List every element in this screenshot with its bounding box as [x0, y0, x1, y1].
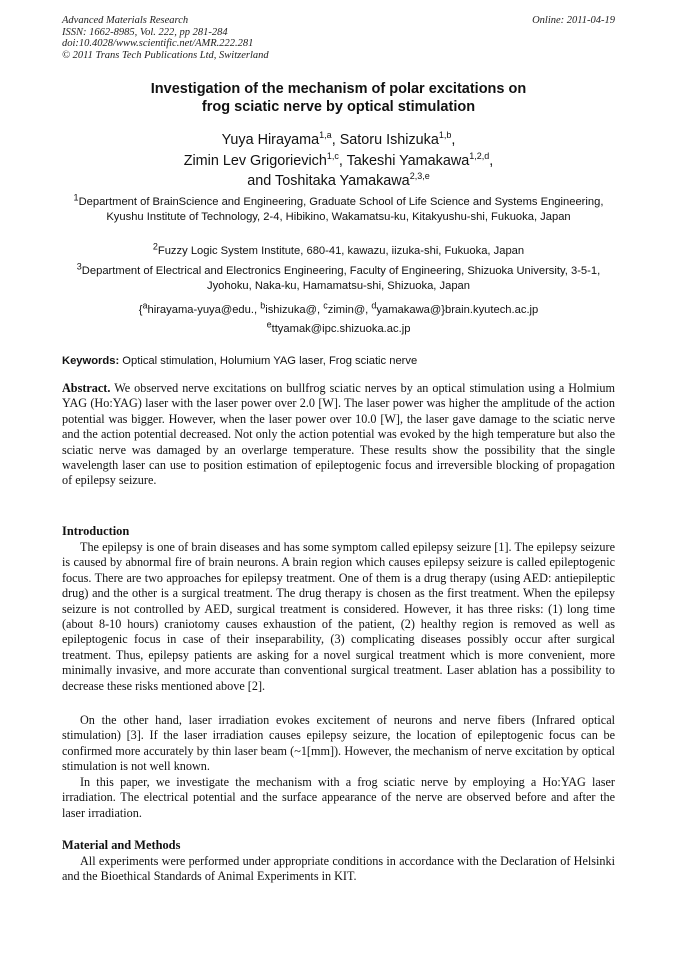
author-name: Satoru Ishizuka: [339, 132, 439, 148]
intro-paragraph: On the other hand, laser irradiation evokes excitement of neurons and nerve fibers (Infrared optical stimulation) [3]. If the laser irradiation causes epilepsy seizure, the location of epileptogenic focus can be confirmed more accurately by thin laser beam (~1[mm]). However, the mechanism of nerve excitation by optical stimulation is not well known.: [62, 713, 615, 774]
abstract-text: We observed nerve excitations on bullfrog sciatic nerves by an optical stimulation using a Holmium YAG (Ho:YAG) laser with the laser power over 2.0 [W]. The laser power was higher the amplitude of the action potential was bigger. However, when the laser power over 10.0 [W], the laser gave damage to the sciatic nerve and the action potential decreased. Not only the action potential was evoked by the high temperature but also the sciatic nerve was damaged by an overlarge temperature. These results show the possibility that the single wavelength laser can use to position estimation of epileptogenic focus and irreversible blocking of propagation of epilepsy seizure.: [62, 381, 615, 488]
keywords-text: Optical stimulation, Holumium YAG laser, Frog sciatic nerve: [119, 355, 418, 367]
email-sup: a: [142, 300, 148, 311]
authors-line-1: [62, 130, 615, 151]
authors-line-2: [62, 151, 615, 172]
author-sep: ,: [331, 132, 340, 148]
title-line-1: Investigation of the mechanism of polar excitations on: [150, 81, 527, 97]
affiliation-number: 2: [152, 241, 158, 252]
author-affil-sup: 1,b: [438, 130, 452, 141]
abstract-label: Abstract.: [62, 381, 111, 395]
journal-header: [62, 15, 615, 61]
affiliation-3: [72, 261, 605, 294]
email-text: hirayama-yuya@edu.,: [147, 304, 261, 316]
affiliation-text: Department of Electrical and Electronics Engineering, Faculty of Engineering, Shizuoka University, 3-5-1, Jyohoku, Naka-ku, Hamamatsu-shi, Shizuoka, Japan: [81, 265, 601, 292]
affiliation-number: 1: [73, 192, 79, 203]
title-line-2: frog sciatic nerve by optical stimulation: [201, 98, 476, 115]
author-affil-sup: 2,3,e: [409, 171, 430, 182]
email-brace: {: [138, 304, 143, 316]
methods-paragraph: All experiments were performed under appropriate conditions in accordance with the Declaration of Helsinki and the Bioethical Standards of Animal Experiments in KIT.: [62, 854, 615, 884]
introduction-heading: Introduction: [62, 524, 130, 538]
email-text: ttyamak@ipc.shizuoka.ac.jp: [271, 323, 411, 335]
methods-heading: Material and Methods: [62, 838, 181, 852]
author-affil-sup: 1,2,d: [469, 150, 490, 161]
online-date: Online: 2011-04-19: [532, 15, 615, 26]
email-text: zimin@,: [327, 304, 372, 316]
email-sup: d: [371, 300, 377, 311]
issn-line: ISSN: 1662-8985, Vol. 222, pp 281-284: [62, 26, 228, 38]
author-name: Yuya Hirayama: [221, 132, 320, 148]
email-sup: e: [266, 319, 272, 330]
keywords: [62, 354, 615, 368]
affiliation-number: 3: [76, 261, 82, 272]
journal-name: Advanced Materials Research: [62, 15, 189, 26]
author-sep: ,: [451, 132, 456, 148]
doi-line: doi:10.4028/www.scientific.net/AMR.222.281: [62, 38, 254, 50]
paper-title: [62, 81, 615, 116]
email-line-1: [62, 300, 615, 318]
abstract: [62, 381, 615, 489]
email-sup: b: [260, 300, 266, 311]
author-sep: ,: [489, 152, 494, 169]
email-text: ishizuka@,: [265, 304, 324, 316]
affiliation-1: [72, 192, 605, 225]
intro-paragraph: In this paper, we investigate the mechanism with a frog sciatic nerve by employing a Ho:YAG laser irradiation. The electrical potential and the surface appearance of the nerve are observed before and after the laser irradiation.: [62, 775, 615, 820]
email-text: yamakawa@}brain.kyutech.ac.jp: [376, 304, 539, 316]
author-affil-sup: 1,c: [326, 150, 339, 161]
copyright-line: © 2011 Trans Tech Publications Ltd, Switzerland: [62, 49, 269, 61]
author-sep: ,: [338, 152, 347, 169]
keywords-label: Keywords:: [62, 355, 120, 367]
author-name: Zimin Lev Grigorievich: [183, 152, 327, 169]
affiliation-2: [72, 241, 605, 259]
author-name: Takeshi Yamakawa: [346, 152, 470, 169]
email-sup: c: [323, 300, 328, 311]
author-affil-sup: 1,a: [319, 130, 332, 141]
authors-line-3: [62, 171, 615, 192]
email-line-2: [62, 319, 615, 337]
intro-paragraph: The epilepsy is one of brain diseases and has some symptom called epilepsy seizure [1]. The epilepsy seizure is caused by abnormal fire of brain neurons. A brain region which causes epilepsy seizure is called epileptogenic focus. There are two approaches for epilepsy treatment. One of them is a drug therapy (using AED: antiepileptic drug) and the other is a surgical treatment. The drug therapy is chosen as the first treatment. When the epilepsy seizure is not controlled by AED, surgical treatment is considered. However, it has three risks: (1) long time (about 8-10 hours) craniotomy causes exhaustion of the patient, (2) healthy region is removed as well as epileptogenic focus in case of their inseparability, (3) complicating diseases possibly occur after surgical treatment. Thus, epilepsy patients are asking for a novel surgical treatment which is more convenient, more minimally invasive, and more accurate than conventional surgical treatment. Laser ablation has a possibility to decrease these risks mentioned above [2].: [62, 540, 615, 693]
affiliation-text: Fuzzy Logic System Institute, 680-41, kawazu, iizuka-shi, Fukuoka, Japan: [157, 245, 525, 257]
affiliation-text: Department of BrainScience and Engineering, Graduate School of Life Science and Systems Engineering, Kyushu Institute of Technology, 2-4, Hibikino, Wakamatsu-ku, Kitakyushu-shi, Fukuoka, Japan: [78, 196, 604, 223]
author-name: and Toshitaka Yamakawa: [247, 173, 410, 189]
author-list: [62, 130, 615, 192]
